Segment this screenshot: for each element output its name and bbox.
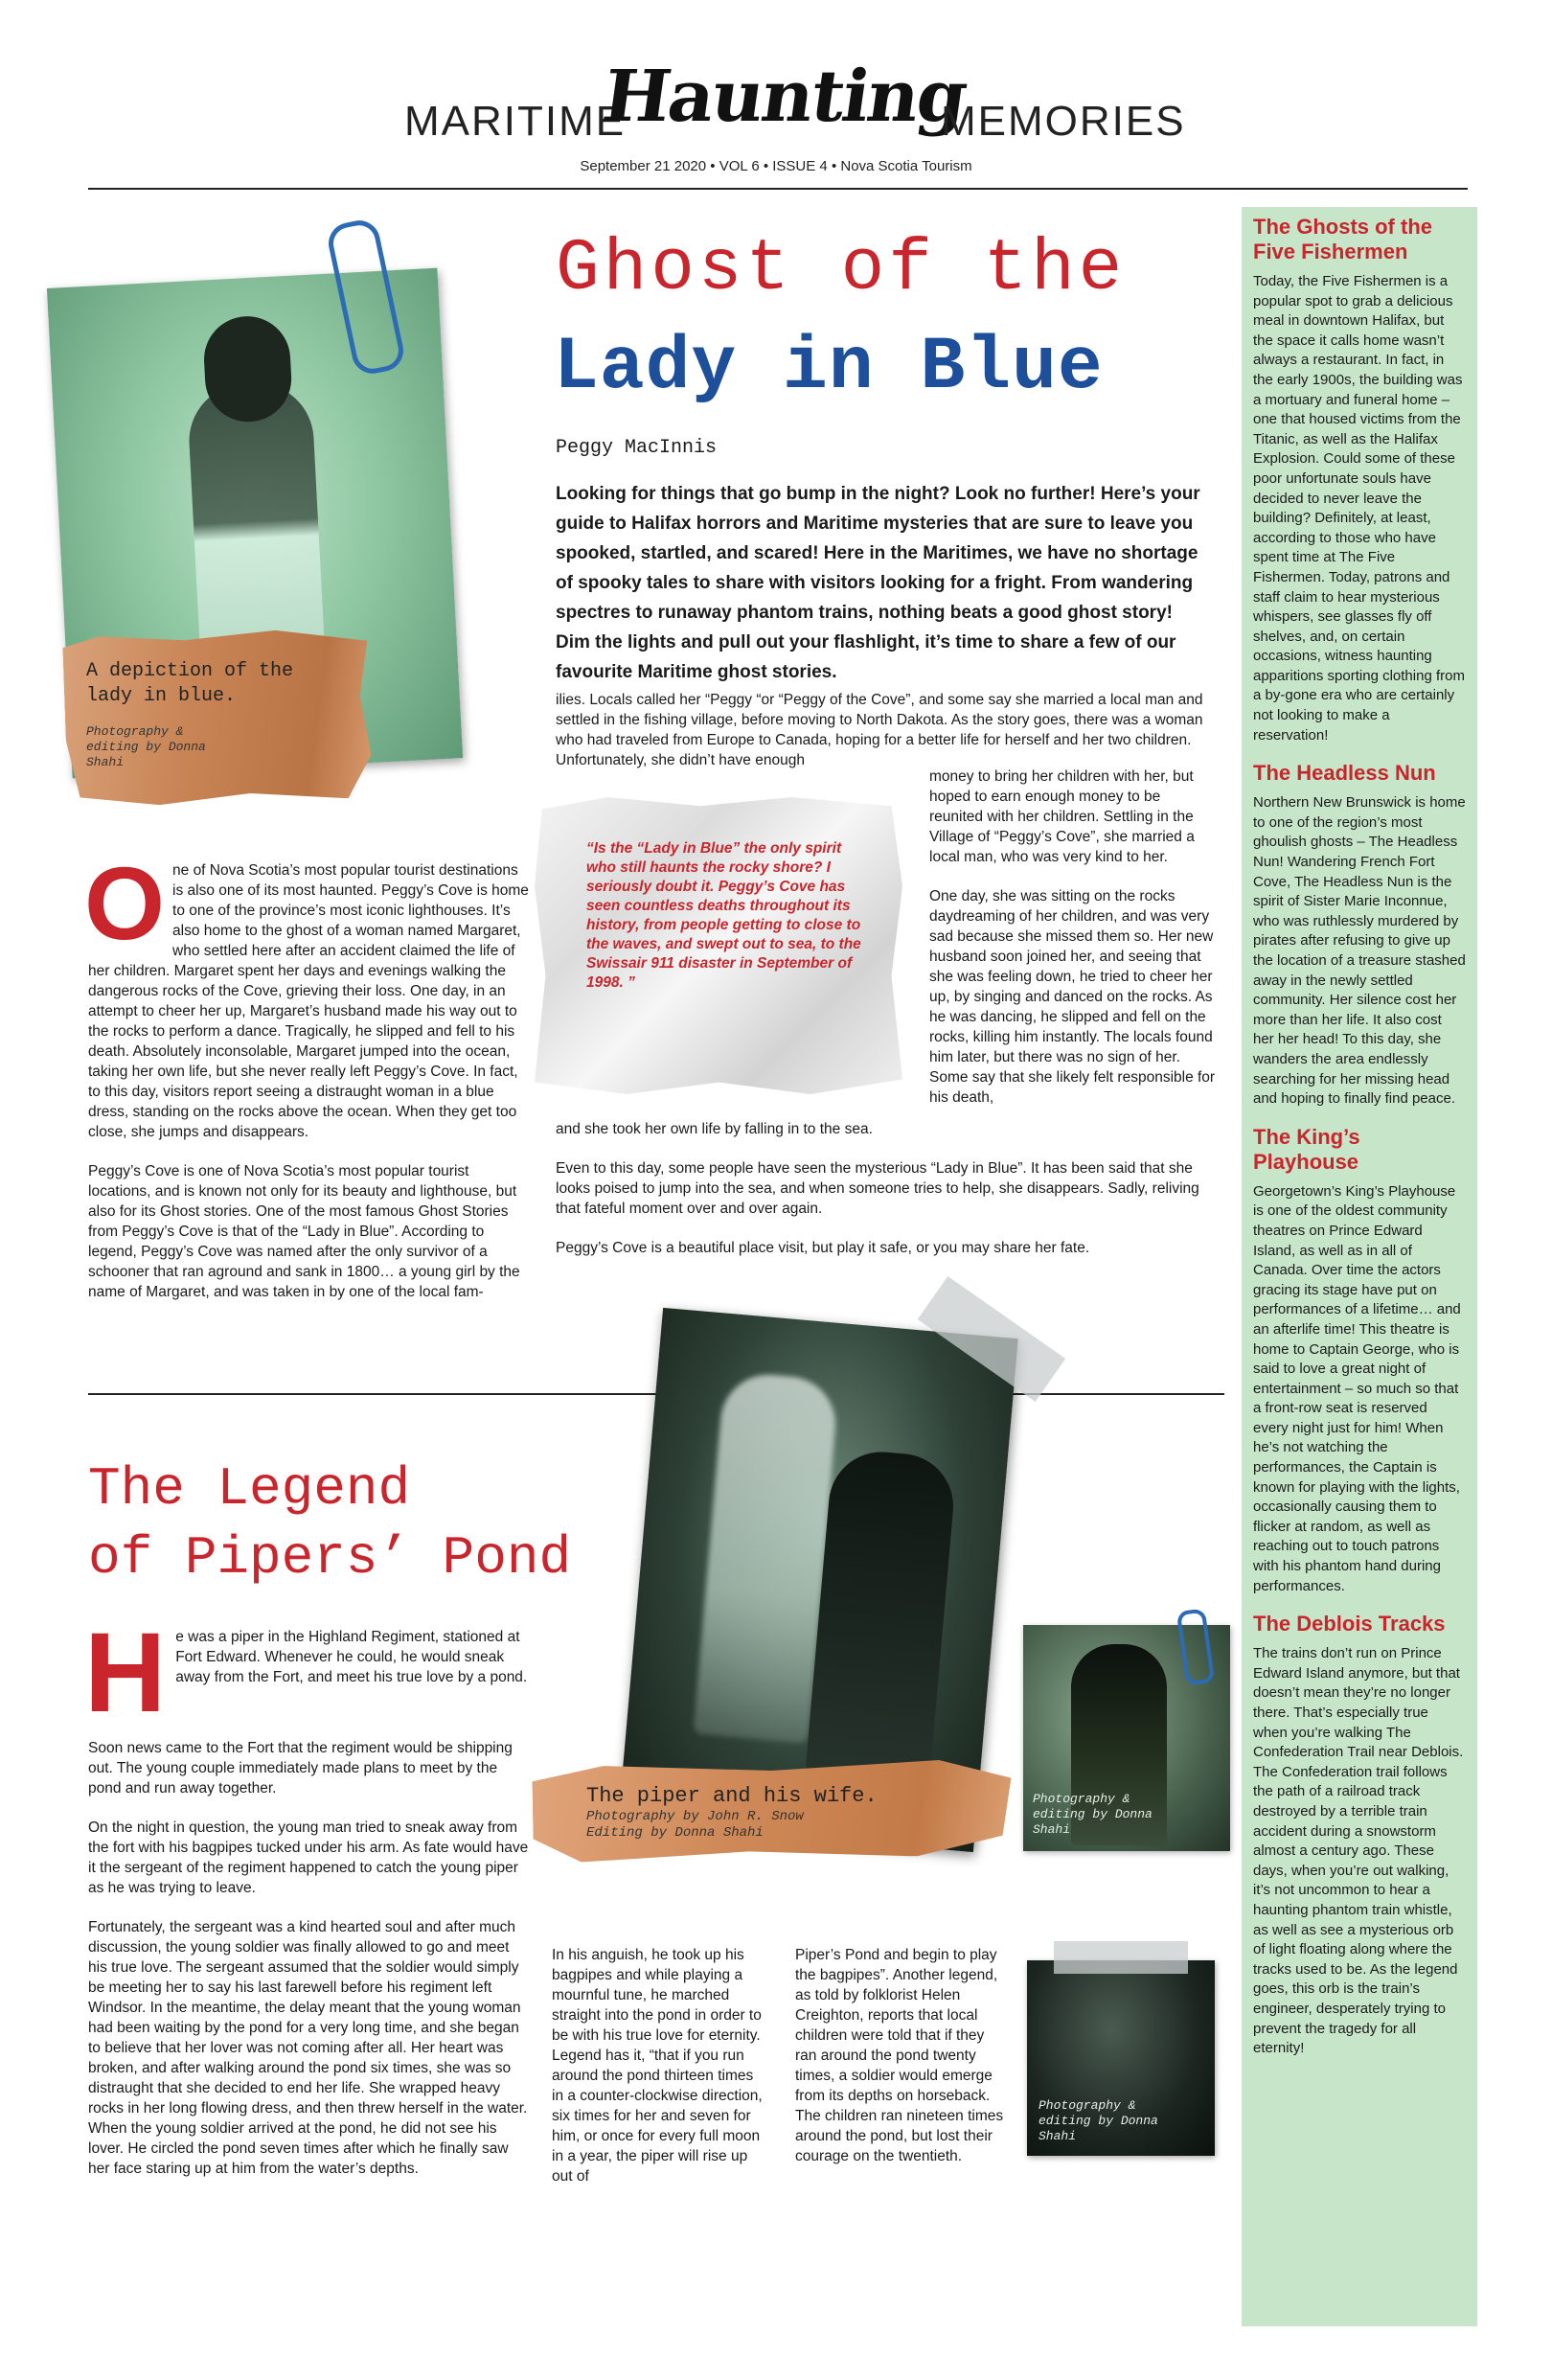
lady-caption-title: A depiction of the lady in blue. bbox=[86, 660, 294, 707]
lady-continuation-top: ilies. Locals called her “Peggy “or “Peggy of the Cove”, and some say she married a local man and settled in the fishing village, before moving to North Dakota. As the story goes, there was a woman who had traveled from Europe to Canada, hoping for a better life for herself and her two children. Unfortunately, she didn’t have enough bbox=[556, 692, 1203, 768]
piper-caption-title: The piper and his wife. bbox=[586, 1784, 878, 1808]
piper-caption-credit bbox=[586, 1809, 804, 1842]
lady-head bbox=[202, 314, 294, 424]
sidebar bbox=[1242, 207, 1477, 2326]
tape-strip bbox=[1054, 1941, 1188, 1974]
lady-left-paragraph: Peggy’s Cove is one of Nova Scotia’s most popular tourist locations, and is known not only for its beauty and lighthouse, but also for its Ghost stories. One of the most famous Ghost Stories from Peggy’s Cove is that of the “Lady in Blue”. According to legend, Peggy’s Cove was named after the only survivor of a schooner that ran aground and sank in 1800… a young girl by the name of Margaret, and was taken in by one of the local fam- bbox=[88, 1163, 520, 1300]
piper-caption-credit-line: Editing by Donna Shahi bbox=[586, 1825, 764, 1841]
piper-paragraph: Soon news came to the Fort that the regiment would be shipping out. The young couple immediately made plans to meet by the pond and run away together. bbox=[88, 1740, 513, 1796]
lady-headline-line1: Ghost of the bbox=[556, 228, 1127, 310]
piper-paragraph: e was a piper in the Highland Regiment, stationed at Fort Edward. Whenever he could, he would sneak away from the Fort, and meet his true love by a pond. bbox=[175, 1629, 528, 1685]
piper-headline bbox=[88, 1454, 571, 1592]
lady-caption-credit: Photography & editing by Donna Shahi bbox=[86, 724, 206, 769]
masthead-logo: Haunting bbox=[597, 56, 971, 138]
sidebar-text: The trains don’t run on Prince Edward Island anymore, but that doesn’t mean they’re no longer there. That’s especially true when you’re walking The Confederation Trail near Deblois. The Confederation trail follows the path of a railroad track destroyed by a terrible train accident during a snowstorm almost a century ago. These days, when you’re out walking, it’s not uncommon to hear a haunting phantom train whistle, as well as see a mysterious orb of light floating along where the tracks used to be. As the legend goes, this orb is the train’s engineer, desperately trying to prevent the tragedy for all eternity! bbox=[1253, 1645, 1464, 2057]
lady-continuation-paragraph: and she took her own life by falling in to the sea. bbox=[556, 1121, 873, 1137]
intro-paragraph-2: Dim the lights and pull out your flashlight, it’s time to share a few of our favourite Maritime ghost stories. bbox=[556, 632, 1176, 682]
lady-continuation-paragraph: money to bring her children with her, but hoped to earn enough money to be reunited with her children. Settling in the Village of “Peggy’s Cove”, she married a local man, who was very kind to her. bbox=[929, 768, 1195, 865]
masthead-right-word: MEMORIES bbox=[941, 98, 1186, 145]
piper-left-column bbox=[84, 1610, 529, 2198]
pull-quote: “Is the “Lady in Blue” the only spirit who still haunts the rocky shore? I seriously doubt it. Peggy’s Cove has seen countless deaths throughout its history, from people getting to close to the waves, and swept out to sea, to the Swissair 911 disaster in September of 1998. ” bbox=[586, 840, 861, 991]
piper-right-column: Piper’s Pond and begin to play the bagpipes”. Another legend, as told by folklorist Helen Creighton, reports that local children were told that if they ran around the pond twenty times, a soldier would emerge from its depths on horseback. The children ran nineteen times around the pond, but lost their courage on the twentieth. bbox=[795, 1947, 1004, 2164]
intro-paragraph-1: Looking for things that go bump in the night? Look no further! Here’s your guide to Halifax horrors and Maritime mysteries that are sure to leave you spooked, startled, and scared! Here in the Maritimes, we have no shortage of spooky tales to share with visitors looking for a fright. From wandering spectres to runaway phantom trains, nothing beats a good ghost story! bbox=[556, 484, 1200, 623]
lady-continuation-paragraph: One day, she was sitting on the rocks daydreaming of her children, and was very sad because she missed them so. Her new husband soon joined her, and seeing that she was feeling down, he tried to cheer her up, by singing and danced on the rocks. As he was dancing, he slipped and fell on the rocks, killing him instantly. The locals found him later, but there was no sign of her. Some say that she likely felt responsible for his death, bbox=[929, 888, 1216, 1106]
sidebar-heading: The Ghosts of the Five Fishermen bbox=[1253, 215, 1432, 263]
sidebar-heading: The Deblois Tracks bbox=[1253, 1612, 1446, 1636]
sidebar-text: Today, the Five Fishermen is a popular spot to grab a delicious meal in downtown Halifax, but the space it calls home wasn’t always a restaurant. In fact, in the early 1900s, the building was a mortuary and funeral home – one that housed victims from the Titanic, as well as the Halifax Explosion. Could some of these poor unfortunate souls have decided to never leave the building? Definitely, at least, according to those who have spent time at The Five Fishermen. Today, patrons and staff claim to hear mysterious whispers, see glasses fly off shelves, and, on certain occasions, witness haunting apparitions sporting clothing from a by-gone era who are certainly not looking to make a reservation! bbox=[1253, 273, 1465, 744]
sidebar-text: Georgetown’s King’s Playhouse is one of the oldest community theatres on Prince Edward Island, as well as in all of Canada. Over time the actors gracing its stage have put on performances of a lifetime… and an afterlife time! This theatre is home to Captain George, who is said to love a great night of entertainment – so much so that a front-row seat is reserved every night just for him! When he’s not watching the performances, the Captain is known for playing with the lights, occasionally causing them to flicker at random, as well as reaching out to touch patrons with his phantom hand during performances. bbox=[1253, 1182, 1461, 1594]
piper-caption-credit-line: Photography by John R. Snow bbox=[586, 1809, 804, 1824]
dark-photo-credit: Photography & editing by Donna Shahi bbox=[1038, 2098, 1158, 2143]
piper-paragraph: Fortunately, the sergeant was a kind hearted soul and after much discussion, the young soldier was finally allowed to go and meet his true love. The sergeant assumed that the soldier would simply be meeting her to say his last farewell before his regiment left Windsor. In the meantime, the delay meant that the young woman had been waiting by the pond for a very long time, and she began to believe that her lover was not coming after all. Her heart was broken, and after walking around the pond six times, she was so distraught that she decided to end her life. She wrapped heavy rocks in her long flowing dress, and then threw herself in the water. When the young soldier arrived at the pond, he did not see his lover. He circled the pond seven times after which he finally saw her face staring up at him from the water’s depths. bbox=[88, 1919, 528, 2177]
lady-continuation-bottom bbox=[556, 1119, 1217, 1277]
woman-photo-credit: Photography & editing by Donna Shahi bbox=[1033, 1792, 1153, 1837]
drop-cap: H bbox=[84, 1610, 167, 1736]
byline: Peggy MacInnis bbox=[556, 437, 718, 459]
masthead-left-word: MARITIME bbox=[404, 98, 627, 145]
intro bbox=[556, 479, 1217, 687]
lady-headline-line2: Lady in Blue bbox=[554, 326, 1104, 410]
masthead-rule bbox=[88, 188, 1468, 190]
piper-headline-line: of Pipers’ Pond bbox=[88, 1527, 572, 1589]
issue-line: September 21 2020 • VOL 6 • ISSUE 4 • Nova Scotia Tourism bbox=[580, 158, 972, 174]
piper-middle-column: In his anguish, he took up his bagpipes and while playing a mournful tune, he marched straight into the pond in order to be with his true love for eternity. Legend has it, “that if you run around the pond thirteen times in a counter-clockwise direction, six times for her and seven for him, or once for every full moon in a year, the piper will rise up out of bbox=[552, 1947, 763, 2185]
lady-continuation-paragraph: Peggy’s Cove is a beautiful place visit, but play it safe, or you may share her fate. bbox=[556, 1240, 1090, 1256]
lady-continuation-right bbox=[929, 767, 1217, 1127]
piper-paragraph: On the night in question, the young man tried to sneak away from the fort with his bagpipes tucked under his arm. As fate would have it the sergeant of the regiment happened to catch the young piper as he was trying to leave. bbox=[88, 1819, 529, 1896]
sidebar-text: Northern New Brunswick is home to one of the region’s most ghoulish ghosts – The Headless Nun! Wandering French Fort Cove, The Headless Nun is the spirit of Sister Marie Inconnue, who was ruthlessly murdered by pirates after refusing to give up the location of a treasure stashed away in the newly settled community. Her silence cost her more than her life. It also cost her her head! To this day, she wanders the area endlessly searching for her missing head and hoping to finally find peace. bbox=[1253, 794, 1466, 1108]
drop-cap: O bbox=[84, 845, 166, 961]
lady-left-paragraph: ne of Nova Scotia’s most popular tourist destinations is also one of its most haunted. Peggy’s Cove is home to one of the province’s most iconic lighthouses. It’s also home to the ghost of a woman named Margaret, who settled here after an accident claimed the life of her children. Margaret spent her days and evenings walking the dangerous rocks of the Cove, grieving their loss. One day, in an attempt to cheer her up, Margaret’s husband made his way out to the rocks to perform a dance. Tragically, he slipped and fell to his death. Absolutely inconsolable, Margaret jumped into the ocean, taking her own life, but she never really left Peggy’s Cove. In fact, to this day, visitors report seeing a distraught woman in a blue dress, standing on the rocks above the ocean. When they get too close, she jumps and disappears. bbox=[88, 862, 529, 1140]
lady-continuation-paragraph: Even to this day, some people have seen the mysterious “Lady in Blue”. It has been said that she looks poised to jump into the sea, and when someone tries to help, she disappears. Sadly, reliving that fateful moment over and over again. bbox=[556, 1160, 1199, 1217]
sidebar-heading: The King’s Playhouse bbox=[1253, 1124, 1360, 1174]
lady-left-column bbox=[84, 845, 529, 1321]
caption-paper-tag bbox=[62, 628, 373, 809]
piper-headline-line: The Legend bbox=[88, 1458, 411, 1520]
masthead bbox=[0, 38, 1552, 192]
sidebar-heading: The Headless Nun bbox=[1253, 761, 1436, 786]
